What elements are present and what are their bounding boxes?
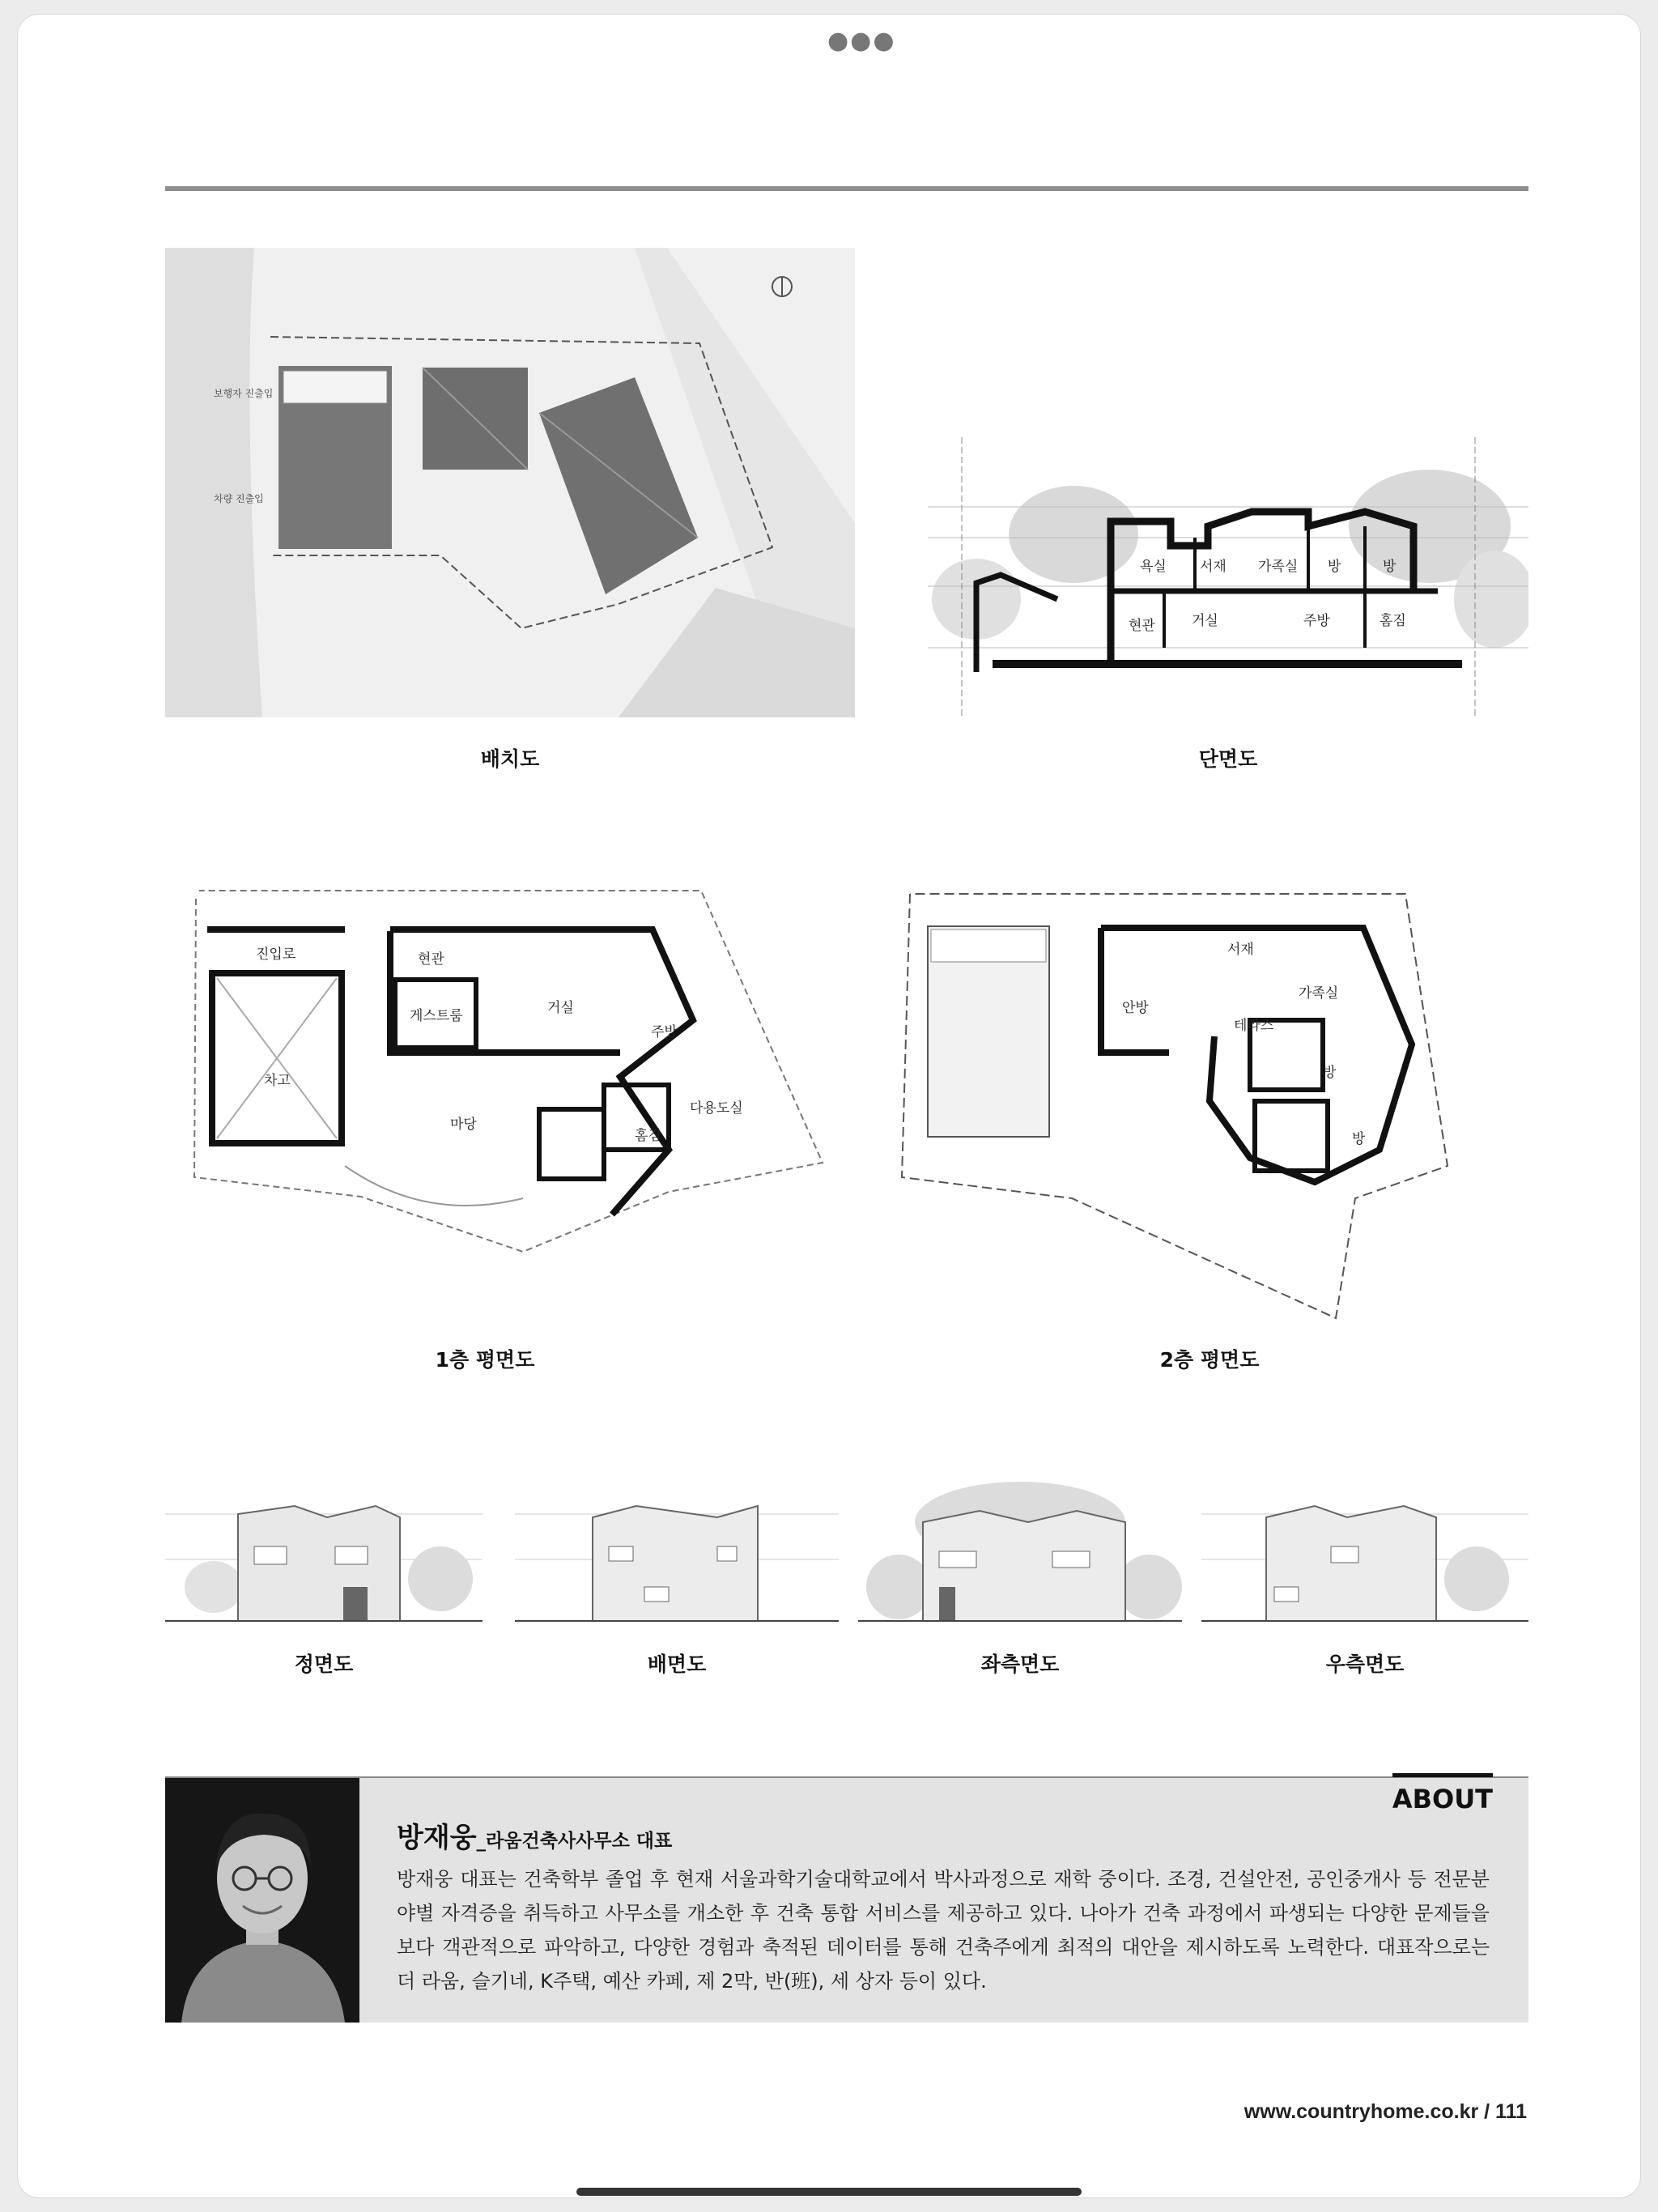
room-garage: 차고 — [264, 1073, 291, 1089]
room-bedroom-1: 방 — [1328, 559, 1341, 575]
room-bedroom-2: 방 — [1352, 1131, 1366, 1147]
home-indicator[interactable] — [576, 2188, 1082, 2196]
room-bedroom-1: 방 — [1323, 1065, 1337, 1081]
room-gym: 홈짐 — [1380, 613, 1406, 629]
site-plan-drawing — [165, 248, 855, 717]
section-drawing — [928, 437, 1528, 717]
room-family: 가족실 — [1258, 559, 1299, 575]
room-yard: 마당 — [450, 1117, 477, 1133]
caption-floor2: 2층 평면도 — [1159, 1348, 1260, 1372]
room-family: 가족실 — [1299, 985, 1339, 1002]
about-box — [165, 1776, 1528, 2023]
room-master: 안방 — [1122, 1000, 1149, 1016]
elevation-rear — [515, 1482, 839, 1624]
room-living: 거실 — [547, 1000, 574, 1016]
author-role: _라움건축사사무소 대표 — [476, 1831, 673, 1852]
caption-front-elevation: 정면도 — [294, 1653, 354, 1676]
room-bedroom-2: 방 — [1383, 559, 1397, 575]
page-footer: www.countryhome.co.kr / 111 — [1244, 2100, 1527, 2123]
room-kitchen: 주방 — [1303, 613, 1330, 629]
about-tag: ABOUT — [1392, 1773, 1493, 1814]
room-entrance: 현관 — [1129, 618, 1155, 634]
room-utility: 다용도실 — [690, 1100, 743, 1117]
room-bath: 욕실 — [1140, 559, 1167, 575]
room-entrance: 현관 — [418, 951, 444, 968]
top-rule — [165, 186, 1528, 191]
room-guest: 게스트룸 — [410, 1008, 463, 1024]
room-gym: 홈짐 — [635, 1128, 661, 1144]
caption-section: 단면도 — [1198, 747, 1258, 771]
caption-floor1: 1층 평면도 — [435, 1348, 535, 1372]
caption-left-elevation: 좌측면도 — [980, 1653, 1060, 1676]
floor2-plan-drawing — [894, 891, 1493, 1328]
author-bio: 방재웅 대표는 건축학부 졸업 후 현재 서울과학기술대학교에서 박사과정으로 재학 중이다. 조경, 건설안전, 공인중개사 등 전문분야별 자격증을 취득하고 사무소를 개소한 후 건축 통합 서비스를 제공하고 있다. 나아가 건축 과정에서 파생되는 다양한 문제들을 보다 객관적으로 파악하고, 다양한 경험과 축적된 데이터를 통해 건축주에게 최적의 대안을 제시하도록 노력한다. 대표작으로는 더 라움, 슬기네, K주택, 예산 카페, 제 2막, 반(班), 세 상자 등이 있다. — [397, 1868, 1490, 1993]
author-name-line — [397, 1815, 672, 1855]
room-study: 서재 — [1227, 942, 1254, 958]
room-study: 서재 — [1200, 559, 1226, 575]
label-pedestrian-entry: 보행자 진출입 — [214, 388, 274, 399]
room-kitchen: 주방 — [651, 1024, 678, 1040]
elevation-left — [858, 1474, 1182, 1624]
room-terrace: 테라스 — [1234, 1018, 1274, 1034]
room-living: 거실 — [1192, 613, 1218, 629]
room-approach: 진입로 — [256, 946, 296, 963]
floor1-plan-drawing — [183, 874, 879, 1328]
caption-site-plan: 배치도 — [480, 747, 540, 771]
author-name: 방재웅 — [397, 1822, 477, 1854]
author-photo — [165, 1778, 359, 2023]
caption-right-elevation: 우측면도 — [1325, 1653, 1405, 1676]
label-vehicle-entry: 차량 진출입 — [214, 493, 264, 504]
elevation-right — [1201, 1482, 1528, 1624]
caption-rear-elevation: 배면도 — [647, 1653, 707, 1676]
elevation-front — [165, 1482, 483, 1624]
more-dots-icon[interactable]: ●●● — [827, 27, 896, 55]
